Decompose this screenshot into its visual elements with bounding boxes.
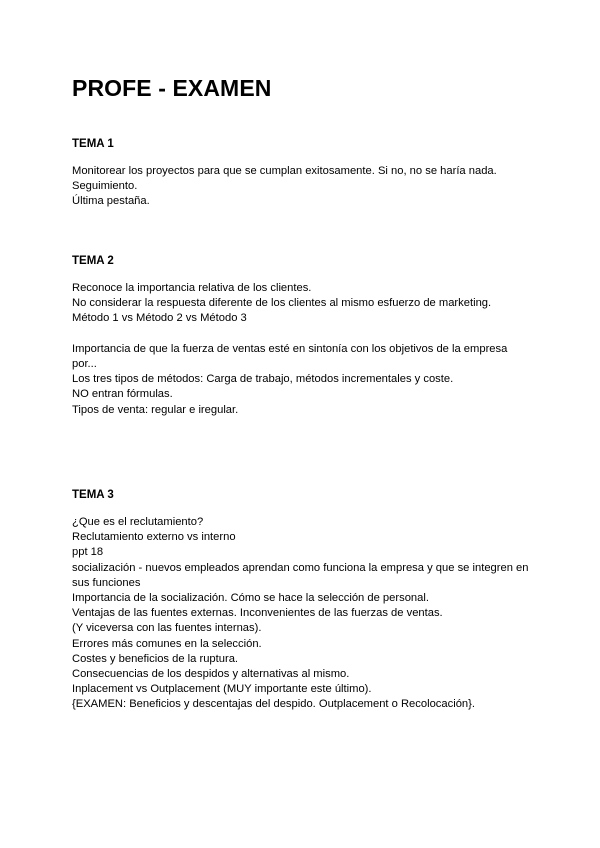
- tema-3-heading: TEMA 3: [72, 489, 114, 501]
- tema-3-line: socialización - nuevos empleados aprendan como funciona la empresa y que se integren en: [72, 561, 529, 574]
- tema-3-line: Costes y beneficios de la ruptura.: [72, 652, 239, 665]
- tema-3-line: Reclutamiento externo vs interno: [72, 531, 236, 544]
- tema-2-line: Los tres tipos de métodos: Carga de trabajo, métodos incrementales y coste.: [72, 373, 454, 386]
- tema-2-content: [72, 281, 542, 418]
- tema-3-line: ppt 18: [72, 546, 104, 559]
- tema-1-line: Seguimiento.: [72, 180, 138, 193]
- tema-1-heading: TEMA 1: [72, 138, 114, 150]
- tema-3-line: Importancia de la socialización. Cómo se hace la selección de personal.: [72, 592, 429, 605]
- tema-3-content: [72, 515, 542, 713]
- tema-1-content: [72, 164, 542, 210]
- tema-2-line: Reconoce la importancia relativa de los clientes.: [72, 282, 312, 294]
- tema-3-line: ¿Que es el reclutamiento?: [72, 516, 204, 528]
- tema-3-line: Inplacement vs Outplacement (MUY importante este último).: [72, 683, 372, 696]
- tema-2-line: por...: [72, 358, 97, 370]
- tema-2-line: Método 1 vs Método 2 vs Método 3: [72, 312, 247, 325]
- tema-2-line: No considerar la respuesta diferente de los clientes al mismo esfuerzo de marketing.: [72, 297, 492, 310]
- tema-3-line: sus funciones: [72, 576, 141, 589]
- tema-2-heading: TEMA 2: [72, 255, 114, 267]
- tema-1-line: Última pestaña.: [72, 195, 150, 208]
- paragraph-gap: [72, 327, 542, 342]
- tema-2-line: Tipos de venta: regular e iregular.: [72, 403, 239, 416]
- tema-3-line: {EXAMEN: Beneficios y descentajas del despido. Outplacement o Recolocación}.: [72, 698, 475, 711]
- tema-3-line: Errores más comunes en la selección.: [72, 637, 262, 650]
- tema-2-line: Importancia de que la fuerza de ventas esté en sintonía con los objetivos de la empresa: [72, 342, 508, 355]
- tema-3-line: Ventajas de las fuentes externas. Inconvenientes de las fuerzas de ventas.: [72, 607, 443, 620]
- tema-1-line: Monitorear los proyectos para que se cumplan exitosamente. Si no, no se haría nada.: [72, 165, 497, 177]
- document-title: PROFE - EXAMEN: [72, 75, 272, 101]
- tema-2-line: NO entran fórmulas.: [72, 388, 173, 401]
- tema-3-line: (Y viceversa con las fuentes internas).: [72, 622, 262, 635]
- tema-3-line: Consecuencias de los despidos y alternativas al mismo.: [72, 668, 350, 681]
